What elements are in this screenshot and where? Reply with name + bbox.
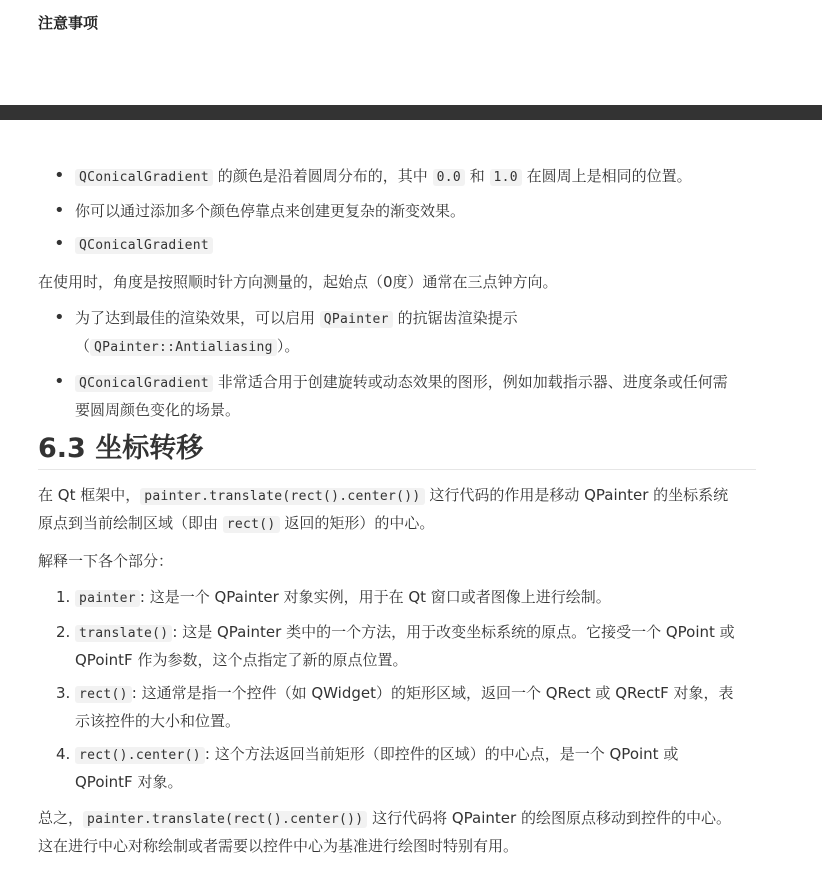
inline-code: translate() <box>75 625 172 642</box>
list-item: 4. rect().center() : 这个方法返回当前矩形（即控件的区域）的中心点，是一个 QPoint 或 QPointF 对象。 <box>38 741 756 795</box>
inline-code: QPainter::Antialiasing <box>90 339 277 356</box>
bullet-dot-icon: • <box>54 371 65 392</box>
bullet-dot-icon: • <box>54 200 65 221</box>
divider-bar <box>0 105 822 120</box>
inline-code: rect() <box>75 686 132 703</box>
inline-code: QPainter <box>320 311 393 328</box>
list-number: 4. <box>56 745 71 763</box>
list-item: 2. translate() : 这是 QPainter 类中的一个方法，用于改变坐标系统的原点。它接受一个 QPoint 或 QPointF 作为参数，这个点指定了新的原点位置。 <box>38 619 756 673</box>
list-item: 3. rect() : 这通常是指一个控件（如 QWidget）的矩形区域，返回一个 QRect 或 QRectF 对象，表 示该控件的大小和位置。 <box>38 680 756 734</box>
list-item: • QConicalGradient 非常适合用于创建旋转或动态效果的图形，例如加载指示器、进度条或任何需 要圆周颜色变化的场景。 <box>54 371 728 419</box>
list-number: 2. <box>56 623 71 641</box>
bullet-list-gradient <box>38 163 756 259</box>
paragraph-summary: 总之， painter.translate(rect().center()) 这行代码将 QPainter 的绘图原点移动到控件的中心。 这在进行中心对称绘制或者需要以控件中心为基准进行绘图时特别有用。 <box>38 809 731 855</box>
list-number: 1. <box>56 588 71 606</box>
inline-code: rect() <box>223 516 280 533</box>
inline-code: painter.translate(rect().center()) <box>140 488 424 505</box>
inline-code: 1.0 <box>490 169 522 186</box>
inline-code: QConicalGradient <box>75 237 213 254</box>
bullet-list-tips <box>38 305 756 423</box>
list-number: 3. <box>56 684 71 702</box>
bullet-dot-icon: • <box>54 233 65 254</box>
inline-code: QConicalGradient <box>75 375 213 392</box>
list-item <box>38 231 756 259</box>
paragraph-intro: 在 Qt 框架中， painter.translate(rect().center()) 这行代码的作用是移动 QPainter 的坐标系统 原点到当前绘制区域（即由 rect() 返回的矩形）的中心。 <box>38 486 729 532</box>
paragraph-explain: 解释一下各个部分： <box>38 552 174 570</box>
inline-code: painter.translate(rect().center()) <box>83 811 367 828</box>
bullet-dot-icon: • <box>54 307 65 328</box>
page-title: 注意事项 <box>38 14 99 32</box>
inline-code: QConicalGradient <box>75 169 213 186</box>
list-item: 1. painter : 这是一个 QPainter 对象实例，用于在 Qt 窗口或者图像上进行绘制。 <box>38 584 756 612</box>
document-content <box>38 163 756 859</box>
inline-code: 0.0 <box>433 169 465 186</box>
inline-code: painter <box>75 590 140 607</box>
bullet-dot-icon: • <box>54 165 65 186</box>
list-item: • 为了达到最佳的渲染效果，可以启用 QPainter 的抗锯齿渲染提示 （ QPainter::Antialiasing ）。 <box>54 307 518 355</box>
list-item: • 你可以通过添加多个颜色停靠点来创建更复杂的渐变效果。 <box>38 198 756 224</box>
numbered-list <box>38 584 756 795</box>
paragraph-angle: 在使用时，角度是按照顺时针方向测量的，起始点（0度）通常在三点钟方向。 <box>38 273 558 291</box>
list-item: • QConicalGradient 的颜色是沿着圆周分布的，其中 0.0 和 1.0 在圆周上是相同的位置。 <box>38 163 756 191</box>
section-heading: 6.3 坐标转移 <box>38 431 756 470</box>
inline-code: rect().center() <box>75 747 205 764</box>
